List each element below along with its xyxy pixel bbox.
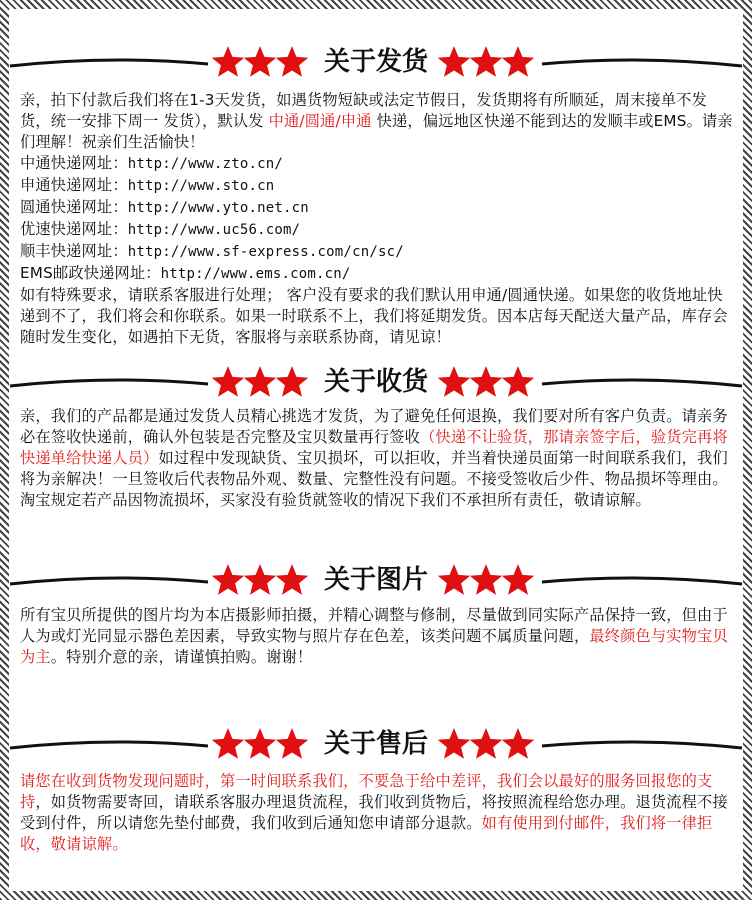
- section-header-receiving: [0, 362, 752, 402]
- courier-link-item: [20, 175, 736, 197]
- receiving-text: 亲，我们的产品都是通过发货人员精心挑选才发货，为了避免任何退换，我们要对所有客户负责。请亲务必在签收快递前，确认外包装是否完整及宝贝数量再行签收: [20, 407, 728, 446]
- courier-url[interactable]: http://www.ems.com.cn/: [160, 266, 351, 282]
- pictures-text-2: 。特别介意的亲，请谨慎拍购。谢谢！: [50, 648, 313, 666]
- star-icon: [276, 366, 308, 397]
- courier-link-item: [20, 263, 736, 285]
- shipping-intro: [20, 90, 736, 153]
- courier-url[interactable]: http://www.yto.net.cn: [127, 200, 309, 216]
- stars-left-icon: [212, 728, 308, 759]
- shipping-intro-text-2: 快递，偏远地区快递不能到达的发顺丰或EMS。请亲们理解！祝亲们生活愉快！: [20, 112, 733, 151]
- section-title: 关于收货: [323, 367, 428, 397]
- section-pictures-body: [20, 605, 736, 668]
- swoosh-right-icon: [542, 742, 742, 748]
- swoosh-left-icon: [10, 742, 208, 748]
- star-icon: [470, 46, 502, 77]
- courier-name: 优速快递网址：: [20, 220, 128, 238]
- section-aftersales-body: [20, 771, 736, 855]
- section-header-pictures: [0, 560, 752, 600]
- section-header-shipping: [0, 42, 752, 82]
- courier-url[interactable]: http://www.zto.cn/: [127, 156, 284, 172]
- star-icon: [276, 564, 308, 595]
- star-icon: [212, 728, 244, 759]
- stars-left-icon: [212, 564, 308, 595]
- courier-link-item: [20, 153, 736, 175]
- courier-name: 圆通快递网址：: [20, 198, 128, 216]
- star-icon: [470, 564, 502, 595]
- shipping-carriers-highlight: 中通/圆通/申通: [268, 112, 372, 130]
- courier-name: 申通快递网址：: [20, 176, 128, 194]
- star-icon: [502, 366, 534, 397]
- star-icon: [212, 366, 244, 397]
- star-icon: [438, 366, 470, 397]
- stars-right-icon: [438, 564, 534, 595]
- swoosh-left-icon: [10, 380, 208, 386]
- swoosh-left-icon: [10, 578, 208, 584]
- shipping-outro: 如有特殊要求，请联系客服进行处理； 客户没有要求的我们默认用申通/圆通快递。如果您的收货地址快递到不了，我们将会和你联系。如果一时联系不上，我们将延期发货。因本店每天配送大量产品，库存会随时发生变化，如遇拍下无货，客服将与亲联系协商，请见谅！: [20, 286, 728, 346]
- courier-name: EMS邮政快递网址：: [20, 264, 161, 282]
- swoosh-left-icon: [10, 60, 208, 66]
- aftersales-text: ，如货物需要寄回，请联系客服办理退货流程，我们收到货物后，将按照流程给您办理。退货流程不接受到付件，所以请您先垫付邮费，我们收到后通知您申请部分退款。: [20, 793, 728, 832]
- aftersales-highlight-2: 如有使用到付邮件，我们将一律拒收，敬请谅解。: [20, 814, 713, 853]
- pictures-highlight: 最终颜色与实物宝贝为主: [20, 627, 728, 666]
- star-icon: [212, 564, 244, 595]
- pictures-paragraph: [20, 605, 736, 668]
- courier-name: 中通快递网址：: [20, 154, 128, 172]
- star-icon: [470, 366, 502, 397]
- star-icon: [212, 46, 244, 77]
- section-shipping-body: [20, 90, 736, 348]
- courier-link-item: [20, 197, 736, 219]
- swoosh-right-icon: [542, 578, 742, 584]
- section-title: 关于图片: [323, 565, 428, 595]
- stars-right-icon: [438, 46, 534, 77]
- aftersales-paragraph: [20, 771, 736, 855]
- star-icon: [502, 728, 534, 759]
- star-icon: [438, 564, 470, 595]
- star-icon: [276, 728, 308, 759]
- star-icon: [438, 728, 470, 759]
- stars-left-icon: [212, 46, 308, 77]
- star-icon: [244, 564, 276, 595]
- star-icon: [438, 46, 470, 77]
- receiving-highlight: （快递不让验货，那请亲签字后，验货完再将快递单给快递人员）: [20, 428, 728, 467]
- courier-name: 顺丰快递网址：: [20, 242, 128, 260]
- receiving-paragraph: [20, 406, 736, 511]
- star-icon: [244, 366, 276, 397]
- stars-left-icon: [212, 366, 308, 397]
- shipping-intro-text: 亲，拍下付款后我们将在1-3天发货，如遇货物短缺或法定节假日，发货期将有所顺延，周末接单不发货，统一安排下周一 发货），默认发: [20, 91, 708, 130]
- star-icon: [244, 728, 276, 759]
- star-icon: [470, 728, 502, 759]
- courier-link-item: [20, 241, 736, 263]
- star-icon: [502, 564, 534, 595]
- star-icon: [244, 46, 276, 77]
- receiving-text-2: 如过程中发现缺货、宝贝损坏，可以拒收，并当着快递员面第一时间联系我们，我们将为亲解决！一旦签收后代表物品外观、数量、完整性没有问题。不接受签收后少件、物品损坏等理由。淘宝规定若产品因物流损坏，买家没有验货就签收的情况下我们不承担所有责任，敬请谅解。: [20, 449, 728, 509]
- section-title: 关于发货: [323, 47, 428, 77]
- star-icon: [502, 46, 534, 77]
- section-receiving-body: [20, 406, 736, 511]
- section-header-aftersales: [0, 724, 752, 764]
- star-icon: [276, 46, 308, 77]
- courier-link-item: [20, 219, 736, 241]
- stars-right-icon: [438, 728, 534, 759]
- courier-url[interactable]: http://www.sf-express.com/cn/sc/: [127, 244, 404, 260]
- courier-url[interactable]: http://www.uc56.com/: [127, 222, 301, 238]
- courier-link-list: [20, 153, 736, 285]
- swoosh-right-icon: [542, 60, 742, 66]
- pictures-text: 所有宝贝所提供的图片均为本店摄影师拍摄，并精心调整与修制，尽量做到同实际产品保持一致，但由于人为或灯光同显示器色差因素，导致实物与照片存在色差，该类问题不属质量问题，: [20, 606, 728, 645]
- section-title: 关于售后: [323, 729, 428, 759]
- swoosh-right-icon: [542, 380, 742, 386]
- aftersales-highlight: 请您在收到货物发现问题时，第一时间联系我们，不要急于给中差评，我们会以最好的服务回报您的支持: [20, 772, 713, 811]
- stars-right-icon: [438, 366, 534, 397]
- courier-url[interactable]: http://www.sto.cn: [127, 178, 275, 194]
